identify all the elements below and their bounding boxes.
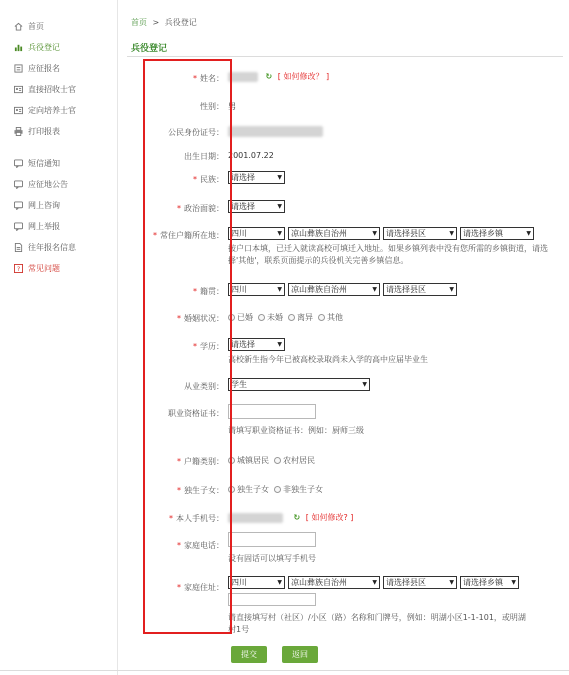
breadcrumb-separator: > [152, 18, 160, 27]
message-icon [14, 180, 23, 189]
residence-town-select[interactable]: 请选择乡镇 ▼ [460, 227, 534, 240]
residence-label: * 常住户籍所在地： [153, 231, 224, 240]
form-icon [14, 64, 23, 73]
certificate-hint: 请填写职业资格证书：例如：厨师三级 [228, 426, 364, 435]
birth-date-value: 2001.07.22 [228, 151, 274, 160]
address-town-select[interactable]: 请选择乡镇 ▼ [460, 576, 519, 589]
sidebar-item-label: 定向培养士官 [28, 105, 76, 115]
only-child-radio-group [228, 484, 328, 495]
marital-option-other[interactable]: 其他 [318, 312, 343, 323]
mobile-change-link[interactable]: [ 如何修改? ] [305, 513, 354, 522]
sidebar-item-label: 应征报名 [28, 63, 60, 73]
residence-county-select[interactable]: 请选择县区 ▼ [383, 227, 457, 240]
sidebar-item-label: 直接招收士官 [28, 84, 76, 94]
political-select[interactable]: 请选择 ▼ [228, 200, 285, 213]
sidebar-item-faq[interactable] [14, 261, 60, 275]
marital-option-divorced[interactable]: 离异 [288, 312, 313, 323]
name-value-redacted [228, 72, 258, 82]
name-label: * 姓名： [193, 74, 224, 83]
home-phone-hint: 没有固话可以填写手机号 [228, 554, 316, 563]
only-child-label: * 独生子女： [177, 486, 224, 495]
sidebar-item-sms[interactable] [14, 156, 60, 170]
home-icon [14, 22, 23, 31]
breadcrumb-current: 兵役登记 [164, 18, 197, 27]
sidebar-item-label: 短信通知 [28, 158, 60, 168]
education-hint: 高校新生指今年已被高校录取尚未入学的高中应届毕业生 [228, 355, 428, 364]
refresh-icon[interactable]: ↻ [293, 513, 301, 522]
address-province-select[interactable]: 四川 ▼ [228, 576, 285, 589]
political-label: * 政治面貌： [177, 204, 224, 213]
printer-icon [14, 127, 23, 136]
sidebar-item-registration[interactable] [14, 40, 60, 54]
home-phone-label: * 家庭电话： [177, 541, 224, 550]
breadcrumb [131, 17, 197, 28]
id-number-label: 公民身份证号： [168, 128, 224, 137]
sidebar-item-label: 首页 [28, 21, 44, 31]
sidebar [0, 0, 118, 675]
id-card-icon [14, 106, 23, 115]
address-detail-input[interactable] [228, 593, 316, 606]
native-county-select[interactable]: 请选择县区 ▼ [383, 283, 457, 296]
name-row [228, 71, 329, 82]
id-number-value [228, 126, 323, 137]
mobile-value-redacted [228, 513, 283, 523]
message-icon [14, 222, 23, 231]
refresh-icon[interactable]: ↻ [265, 72, 273, 81]
ethnicity-select[interactable]: 请选择 ▼ [228, 171, 285, 184]
sidebar-item-label: 往年报名信息 [28, 242, 76, 252]
sidebar-item-report[interactable] [14, 219, 60, 233]
household-option-rural[interactable]: 农村居民 [274, 455, 315, 466]
marital-label: * 婚姻状况： [177, 314, 224, 323]
certificate-label: 职业资格证书： [168, 409, 224, 418]
education-label: * 学历： [193, 342, 224, 351]
submit-button[interactable]: 提交 [231, 646, 267, 663]
certificate-input[interactable] [228, 404, 316, 419]
residence-prefecture-select[interactable]: 凉山彝族自治州 ▼ [288, 227, 380, 240]
only-child-option-yes[interactable]: 独生子女 [228, 484, 269, 495]
ethnicity-label: * 民族： [193, 175, 224, 184]
birth-date-label: 出生日期： [184, 152, 224, 161]
native-province-select[interactable]: 四川 ▼ [228, 283, 285, 296]
household-type-label: * 户籍类别： [177, 457, 224, 466]
sidebar-item-announcement[interactable] [14, 177, 68, 191]
address-prefecture-select[interactable]: 凉山彝族自治州 ▼ [288, 576, 380, 589]
education-select[interactable]: 请选择 ▼ [228, 338, 285, 351]
native-prefecture-select[interactable]: 凉山彝族自治州 ▼ [288, 283, 380, 296]
gender-label: 性别： [200, 102, 224, 111]
occupation-select[interactable]: 学生 ▼ [228, 378, 370, 391]
sidebar-item-label: 打印报表 [28, 126, 60, 136]
only-child-option-no[interactable]: 非独生子女 [274, 484, 323, 495]
sidebar-item-consult[interactable] [14, 198, 60, 212]
document-icon [14, 243, 23, 252]
sidebar-item-label: 网上咨询 [28, 200, 60, 210]
sidebar-item-print[interactable] [14, 124, 60, 138]
question-icon [14, 264, 23, 273]
bottom-divider [0, 670, 569, 671]
residence-province-select[interactable]: 四川 ▼ [228, 227, 285, 240]
occupation-label: 从业类别： [184, 382, 224, 391]
sidebar-item-label: 常见问题 [28, 263, 60, 273]
address-label: * 家庭住址： [177, 583, 224, 592]
sidebar-item-history[interactable] [14, 240, 76, 254]
sidebar-item-home[interactable] [14, 19, 44, 33]
sidebar-item-enlistment[interactable] [14, 61, 60, 75]
address-hint: 请直接填写村（社区）/小区（路）名称和门牌号，例如：明湖小区1-1-101，或明湖 村1号 [228, 613, 526, 634]
chart-icon [14, 43, 23, 52]
title-divider [127, 56, 563, 57]
mobile-row [228, 512, 353, 523]
gender-value: 男 [228, 102, 236, 111]
home-phone-input[interactable] [228, 532, 316, 547]
address-county-select[interactable]: 请选择县区 ▼ [383, 576, 457, 589]
residence-hint: 按户口本填，已迁入就读高校可填迁入地址。如果乡镇列表中没有您所需的乡镇街道，请选择'其他'，联系页面提示的兵役机关完善乡镇信息。 [228, 244, 548, 265]
sidebar-item-label: 应征地公告 [28, 179, 68, 189]
required-mark: * [193, 74, 197, 83]
breadcrumb-home-link[interactable]: 首页 [131, 18, 147, 27]
sidebar-item-oriented-nco[interactable] [14, 103, 76, 117]
page-title: 兵役登记 [131, 44, 168, 54]
id-card-icon [14, 85, 23, 94]
svg-text:?: ? [16, 265, 21, 273]
household-radio-group [228, 455, 320, 466]
message-icon [14, 201, 23, 210]
sidebar-item-label: 网上举报 [28, 221, 60, 231]
sidebar-item-label: 兵役登记 [28, 42, 60, 52]
marital-option-married[interactable]: 已婚 [228, 312, 253, 323]
message-icon [14, 159, 23, 168]
back-button[interactable]: 返回 [282, 646, 318, 663]
how-to-change-link[interactable]: [ 如何修改？ ] [277, 72, 330, 81]
native-place-label: * 籍贯： [193, 287, 224, 296]
mobile-label: * 本人手机号： [169, 514, 224, 523]
sidebar-item-direct-nco[interactable] [14, 82, 76, 96]
household-option-urban[interactable]: 城镇居民 [228, 455, 269, 466]
marital-radio-group [228, 312, 348, 323]
marital-option-single[interactable]: 未婚 [258, 312, 283, 323]
